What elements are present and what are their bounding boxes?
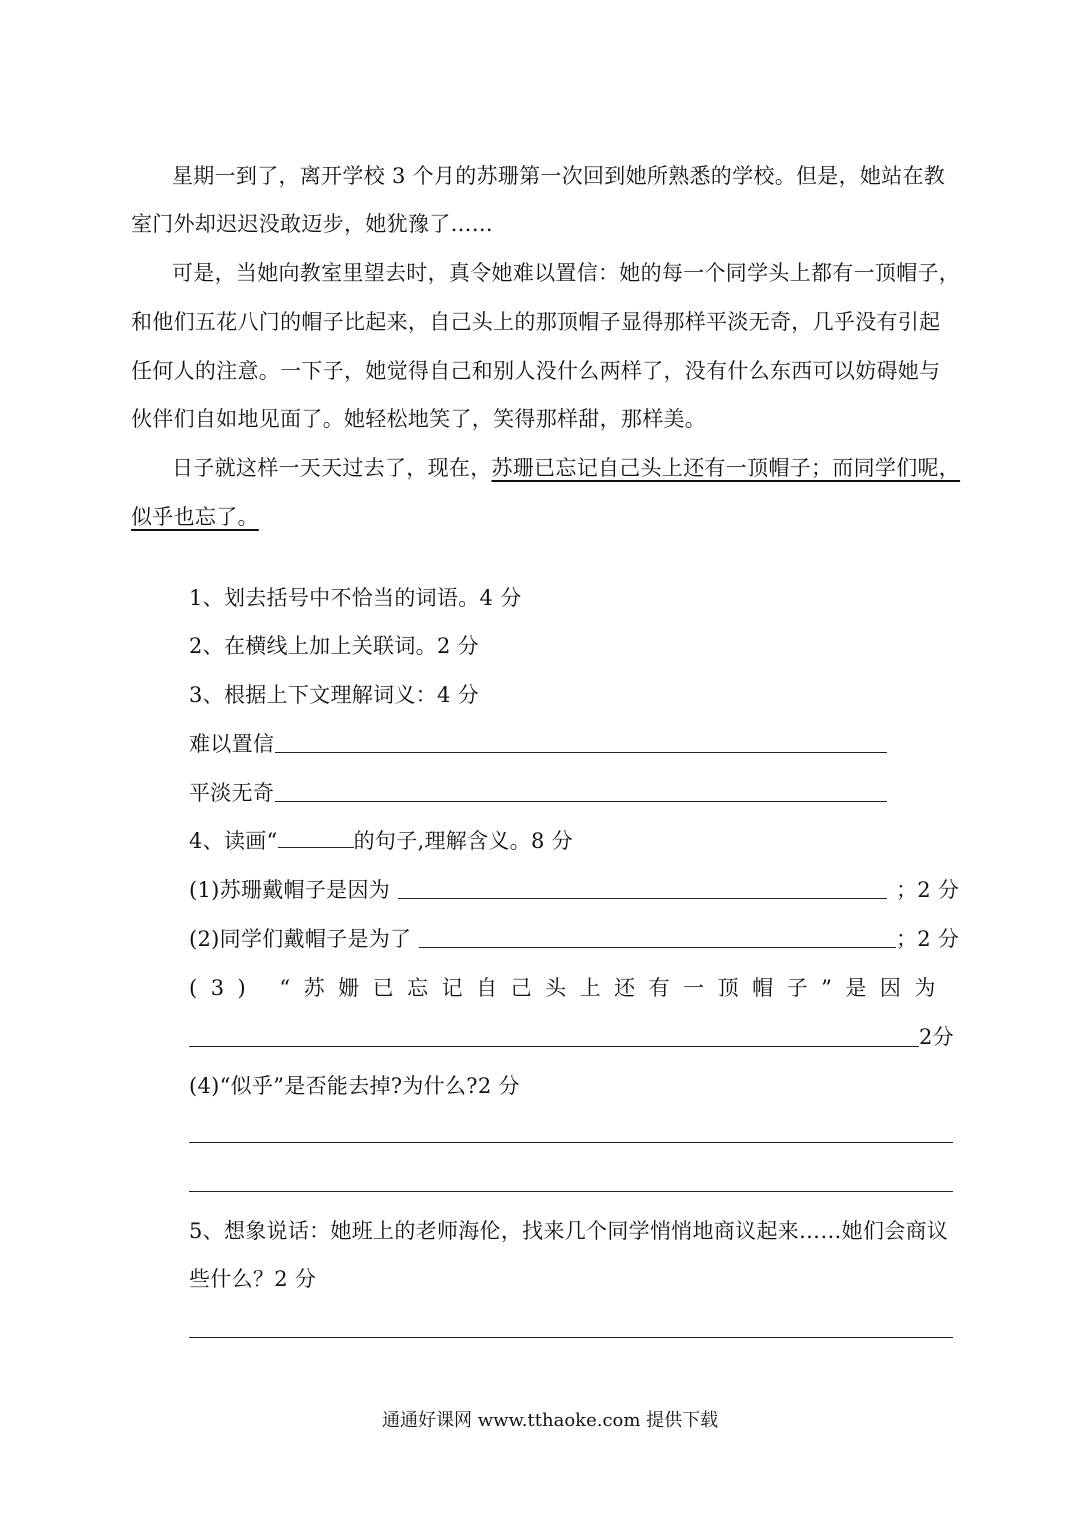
question-4-underline-sample <box>278 827 354 848</box>
answer-line-q5[interactable] <box>189 1337 953 1338</box>
question-4-prefix: 4、读画“ <box>189 829 278 853</box>
question-3-term-2: 平淡无奇 <box>189 781 275 805</box>
question-4-2-score: ；2 分 <box>896 927 960 951</box>
footer-source: 通通好课网 www.tthaoke.com 提供下载 <box>382 1410 719 1431</box>
question-3: 3、根据上下文理解词义：4 分 <box>189 683 479 707</box>
question-4-2-label: (2)同学们戴帽子是为了 <box>189 927 412 951</box>
passage-p3-plain: 日子就这样一天天过去了，现在， <box>172 456 492 480</box>
question-4-3-score: 2分 <box>919 1025 954 1049</box>
question-4-1-label: (1)苏珊戴帽子是因为 <box>189 878 391 902</box>
question-2: 2、在横线上加上关联词。2 分 <box>189 634 479 658</box>
passage-p2-line3: 任何人的注意。一下子，她觉得自己和别人没什么两样了，没有什么东西可以妨碍她与 <box>131 359 941 383</box>
answer-line-q4-3[interactable] <box>189 1046 919 1047</box>
passage-p2-line1: 可是，当她向教室里望去时，真令她难以置信：她的每一个同学头上都有一顶帽子， <box>172 261 961 285</box>
answer-line-q3-term2[interactable] <box>275 801 887 802</box>
answer-line-q4-4-b[interactable] <box>189 1191 953 1192</box>
question-4 <box>189 827 573 855</box>
passage-p3-underlined-sentence: 苏珊已忘记自己头上还有一顶帽子；而同学们呢， <box>491 456 961 480</box>
passage-p2-line2: 和他们五花八门的帽子比起来，自己头上的那顶帽子显得那样平淡无奇，几乎没有引起 <box>131 310 941 334</box>
passage-p3-line2 <box>131 503 259 531</box>
passage-p1-line2: 室门外却迟迟没敢迈步，她犹豫了…… <box>131 212 494 236</box>
question-1: 1、划去括号中不恰当的词语。4 分 <box>189 586 522 610</box>
question-4-suffix: 的句子,理解含义。8 分 <box>353 829 573 853</box>
answer-line-q3-term1[interactable] <box>275 752 887 753</box>
passage-p3-line1 <box>172 454 960 482</box>
answer-line-q4-2[interactable] <box>419 947 896 948</box>
question-5-line2: 些什么？2 分 <box>189 1267 317 1291</box>
question-4-3-label: (3) “苏姗已忘记自己头上还有一顶帽子”是因为 <box>189 976 949 1000</box>
passage-p2-line4: 伙伴们自如地见面了。她轻松地笑了，笑得那样甜，那样美。 <box>131 407 707 431</box>
question-3-term-1: 难以置信 <box>189 732 275 756</box>
question-5-line1: 5、想象说话：她班上的老师海伦，找来几个同学悄悄地商议起来……她们会商议 <box>189 1219 949 1243</box>
answer-line-q4-1[interactable] <box>398 898 887 899</box>
question-4-4-label: (4)“似乎”是否能去掉?为什么?2 分 <box>189 1074 520 1098</box>
passage-p1-line1: 星期一到了，离开学校 3 个月的苏珊第一次回到她所熟悉的学校。但是，她站在教 <box>172 164 946 188</box>
question-4-1-score: ；2 分 <box>896 878 960 902</box>
passage-p3-underlined-end: 似乎也忘了。 <box>131 505 259 529</box>
answer-line-q4-4-a[interactable] <box>189 1142 953 1143</box>
